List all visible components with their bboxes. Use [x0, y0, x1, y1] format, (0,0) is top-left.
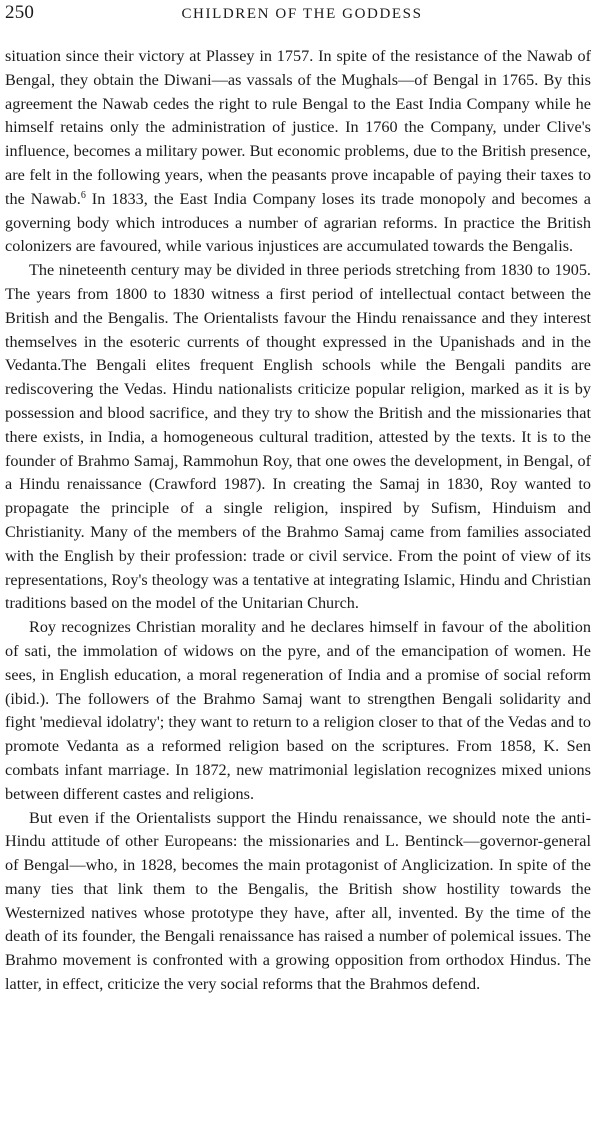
page-number: 250: [5, 2, 35, 23]
footnote-ref-6[interactable]: 6: [80, 189, 86, 201]
paragraph-1-text-end: In 1833, the East India Company loses its trade monopoly and becomes a governing body which introduces a number of agrarian reforms. In practice the British colonizers are favoured, while various injustices are accumulated towards the Bengalis.: [5, 189, 591, 256]
paragraph-1-text-start: situation since their victory at Plassey in 1757. In spite of the resistance of the Nawab of Bengal, they obtain the Diwani—as vassals of the Mughals—of Bengal in 1765. By this agreement the Nawab cedes the right to rule Bengal to the East India Company while he himself retains only the administration of justice. In 1760 the Company, under Clive's influence, becomes a military power. But economic problems, due to the British presence, are felt in the following years, when the peasants prove incapable of paying their taxes to the Nawab.: [5, 47, 591, 208]
paragraph-3: Roy recognizes Christian morality and he declares himself in favour of the abolition of sati, the immolation of widows on the pyre, and of the emancipation of women. He sees, in English education, a moral regeneration of India and a promise of social reform (ibid.). The followers of the Brahmo Samaj want to strengthen Bengali solidarity and fight 'medieval idolatry'; they want to return to a religion closer to that of the Vedas and to promote Vedanta as a reformed religion based on the scriptures. From 1858, K. Sen combats infant marriage. In 1872, new matrimonial legislation recognizes mixed unions between different castes and religions.: [5, 618, 591, 803]
paragraph-4: But even if the Orientalists support the Hindu renaissance, we should note the anti-Hindu attitude of other Europeans: the missionaries and L. Bentinck—governor-general of Bengal—who, in 1828, becomes the main protagonist of Anglicization. In spite of the many ties that link them to the Bengalis, the British show hostility towards the Westernized natives whose prototype they have, after all, invented. By the time of the death of its founder, the Bengali renaissance has raised a number of polemical issues. The Brahmo movement is confronted with a growing opposition from orthodox Hindus. The latter, in effect, criticize the very social reforms that the Brahmos defend.: [5, 808, 591, 994]
body-text: [5, 45, 591, 997]
running-head: CHILDREN OF THE GODDESS: [181, 6, 423, 22]
paragraph-1: [5, 45, 591, 259]
page-header: [5, 0, 591, 30]
paragraph-2: The nineteenth century may be divided in three periods stretching from 1830 to 1905. The years from 1800 to 1830 witness a first period of intellectual contact between the British and the Bengalis. The Orientalists favour the Hindu renaissance and they interest themselves in the esoteric currents of thought expressed in the Upanishads and in the Vedanta.The Bengali elites frequent English schools while the Bengali pandits are rediscovering the Vedas. Hindu nationalists criticize popular religion, marked as it is by possession and blood sacrifice, and they try to show the British and the missionaries that there exists, in India, a homogeneous cultural tradition, attested by the texts. It is to the founder of Brahmo Samaj, Rammohun Roy, that one owes the development, in Bengal, of a Hindu renaissance (Crawford 1987). In creating the Samaj in 1830, Roy wanted to propagate the principle of a single religion, inspired by Sufism, Hinduism and Christianity. Many of the members of the Brahmo Samaj came from families associated with the English by their profession: trade or civil service. From the point of view of its representations, Roy's theology was a tentative at integrating Islamic, Hindu and Christian traditions based on the model of the Unitarian Church.: [5, 261, 591, 613]
